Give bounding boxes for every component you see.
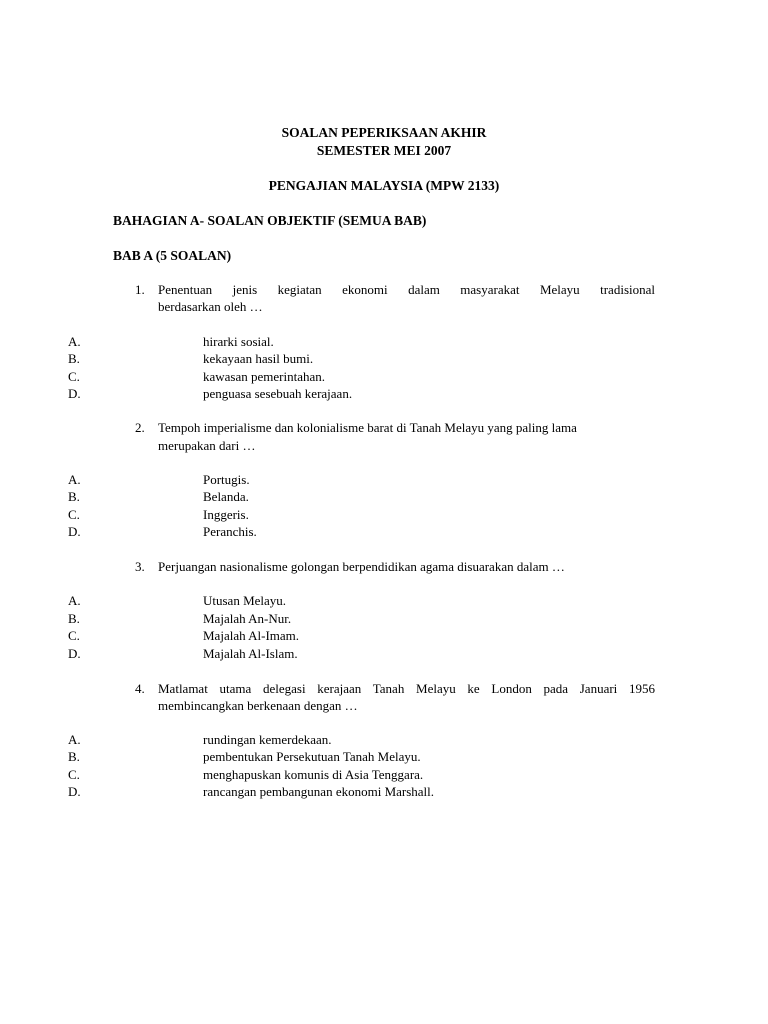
option-a: [0, 592, 768, 610]
option-letter: B.: [68, 611, 80, 626]
option-a: [0, 333, 768, 351]
course-title: PENGAJIAN MALAYSIA (MPW 2133): [268, 178, 500, 193]
option-a: [0, 471, 768, 489]
option-letter: B.: [68, 351, 80, 366]
option-letter: A.: [68, 334, 81, 349]
exam-title: SOALAN PEPERIKSAAN AKHIR: [281, 125, 487, 140]
option-text: Peranchis.: [203, 524, 257, 539]
option-text: Belanda.: [203, 489, 249, 504]
option-letter: A.: [68, 472, 81, 487]
option-text: kawasan pemerintahan.: [203, 369, 326, 384]
option-letter: C.: [68, 369, 80, 384]
chapter-title: BAB A (5 SOALAN): [113, 248, 232, 263]
option-d: [0, 783, 768, 801]
option-b: [0, 748, 768, 766]
option-letter: A.: [68, 593, 81, 608]
option-d: [0, 645, 768, 663]
option-text: penguasa sesebuah kerajaan.: [203, 386, 353, 401]
option-text: Majalah Al-Imam.: [203, 628, 300, 643]
option-letter: D.: [68, 524, 81, 539]
question-number: 4.: [135, 681, 145, 696]
option-letter: A.: [68, 732, 81, 747]
option-d: [0, 385, 768, 403]
option-text: rundingan kemerdekaan.: [203, 732, 332, 747]
option-letter: C.: [68, 628, 80, 643]
option-b: [0, 350, 768, 368]
option-letter: B.: [68, 489, 80, 504]
option-c: [0, 766, 768, 784]
option-b: [0, 488, 768, 506]
option-text: Portugis.: [203, 472, 250, 487]
option-letter: D.: [68, 646, 81, 661]
option-text: Majalah Al-Islam.: [203, 646, 298, 661]
option-b: [0, 610, 768, 628]
question-text-line-1: Penentuan jenis kegiatan ekonomi dalam masyarakat Melayu tradisional: [158, 282, 655, 297]
option-text: hirarki sosial.: [203, 334, 274, 349]
option-letter: B.: [68, 749, 80, 764]
section-title: BAHAGIAN A- SOALAN OBJEKTIF (SEMUA BAB): [113, 213, 427, 228]
option-c: [0, 368, 768, 386]
option-a: [0, 731, 768, 749]
question-number: 2.: [135, 420, 145, 435]
option-letter: D.: [68, 386, 81, 401]
exam-semester: SEMESTER MEI 2007: [316, 143, 452, 158]
question-text-line-2: berdasarkan oleh …: [158, 299, 263, 314]
question-text-line-1: Perjuangan nasionalisme golongan berpendidikan agama disuarakan dalam …: [158, 559, 565, 574]
option-letter: D.: [68, 784, 81, 799]
question-text-line-1: Matlamat utama delegasi kerajaan Tanah Melayu ke London pada Januari 1956: [158, 681, 655, 696]
option-letter: C.: [68, 507, 80, 522]
question-text-line-1: Tempoh imperialisme dan kolonialisme barat di Tanah Melayu yang paling lama: [158, 420, 577, 435]
question-text-line-2: merupakan dari …: [158, 438, 256, 453]
option-text: pembentukan Persekutuan Tanah Melayu.: [203, 749, 421, 764]
option-text: Majalah An-Nur.: [203, 611, 292, 626]
option-text: rancangan pembangunan ekonomi Marshall.: [203, 784, 435, 799]
option-text: menghapuskan komunis di Asia Tenggara.: [203, 767, 424, 782]
option-text: kekayaan hasil bumi.: [203, 351, 314, 366]
option-c: [0, 627, 768, 645]
option-c: [0, 506, 768, 524]
option-d: [0, 523, 768, 541]
question-number: 1.: [135, 282, 145, 297]
option-text: Utusan Melayu.: [203, 593, 287, 608]
option-text: Inggeris.: [203, 507, 249, 522]
option-letter: C.: [68, 767, 80, 782]
question-number: 3.: [135, 559, 145, 574]
question-text-line-2: membincangkan berkenaan dengan …: [158, 698, 358, 713]
